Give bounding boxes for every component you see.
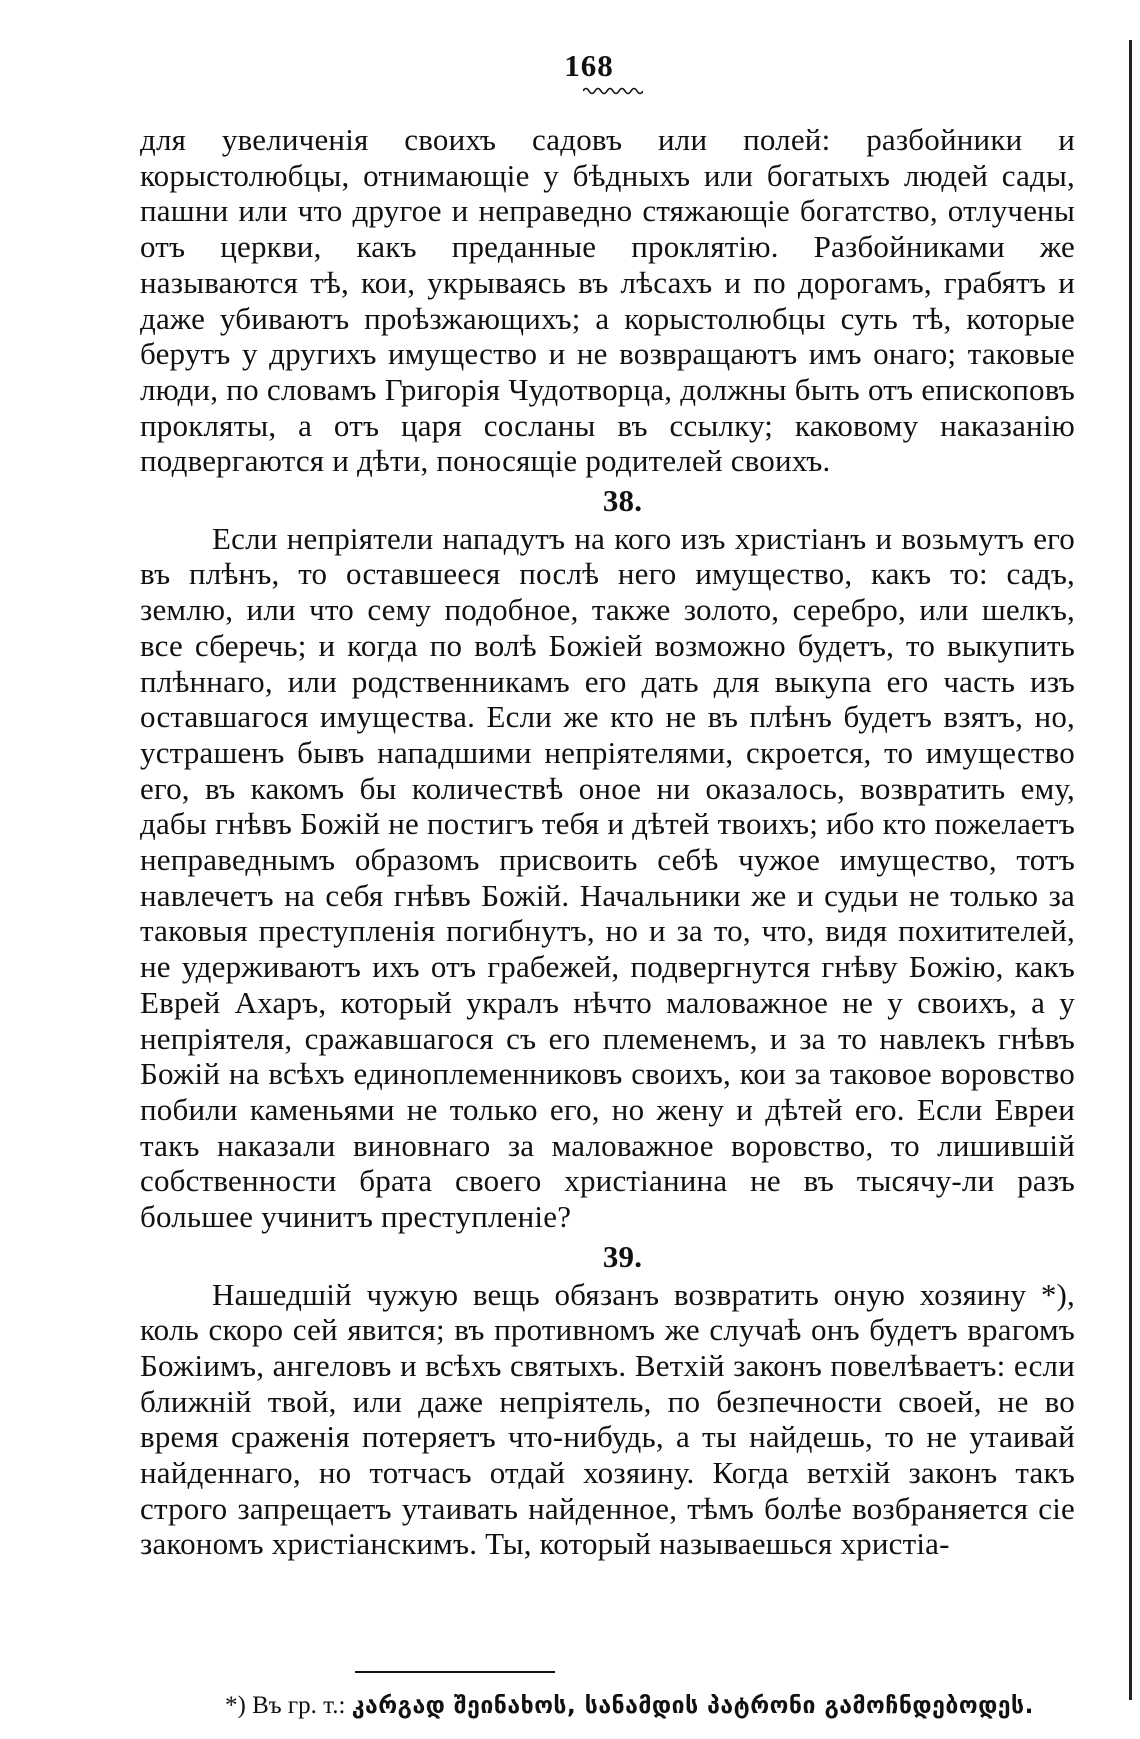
- footnote-marker: *) Въ гр. т.:: [225, 1692, 346, 1719]
- footnote: [225, 1692, 1034, 1720]
- page-number: [0, 48, 1140, 84]
- paragraph-39: Нашедшій чужую вещь обязанъ возвратить оную хозяину *), коль скоро сей явится; въ противномъ же случаѣ онъ будетъ врагомъ Божіимъ, ангеловъ и всѣхъ святыхъ. Ветхій законъ повелѣваетъ: если ближній твой, или даже непріятель, по безпечности своей, не во время сраженія потеряетъ что-нибудь, а ты найдешь, то не утаивай найденнаго, но тотчасъ отдай хозяину. Когда ветхій законъ такъ строго запрещаетъ утаивать найденное, тѣмъ болѣе возбраняется сіе закономъ христіанскимъ. Ты, который называешься христіа-: [140, 1276, 1075, 1562]
- footnote-divider: [355, 1671, 555, 1673]
- footnote-georgian-text: კარგად შეინახოს, სანამდის პატრონი გამოჩნდებოდეს.: [351, 1693, 1034, 1719]
- paragraph-continuation: для увеличенія своихъ садовъ или полей: разбойники и корыстолюбцы, отнимающіе у бѣдныхъ или богатыхъ людей сады, пашни или что другое и неправедно стяжающіе богатство, отлучены отъ церкви, какъ преданные проклятію. Разбойниками же называются тѣ, кои, укрываясь въ лѣсахъ и по дорогамъ, грабятъ и даже убиваютъ проѣзжающихъ; а корыстолюбцы суть тѣ, которые берутъ у другихъ имущество и не возвращаютъ имъ онаго; таковые люди, по словамъ Григорія Чудотворца, должны быть отъ епископовъ прокляты, а отъ царя сосланы въ ссылку; каковому наказанію подвергаются и дѣти, поносящіе родителей своихъ.: [140, 122, 1075, 479]
- page-number-ornament: [583, 86, 643, 96]
- page-edge-line: [1129, 40, 1132, 1700]
- paragraph-38: Если непріятели нападутъ на кого изъ христіанъ и возьмутъ его въ плѣнъ, то оставшееся послѣ него имущество, какъ то: садъ, землю, или что сему подобное, также золото, серебро, или шелкъ, все сберечь; и когда по волѣ Божіей возможно будетъ, то выкупить плѣннаго, или родственникамъ его дать для выкупа его часть изъ оставшагося имущества. Если же кто не въ плѣнъ будетъ взятъ, но, устрашенъ бывъ нападшими непріятелями, скроется, то имущество его, въ какомъ бы количествѣ оное ни оказалось, возвратить ему, дабы гнѣвъ Божій не постигъ тебя и дѣтей твоихъ; ибо кто пожелаетъ неправеднымъ образомъ присвоить себѣ чужое имущество, тотъ навлечетъ на себя гнѣвъ Божій. Начальники же и судьи не только за таковыя преступленія погибнутъ, но и за то, что, видя похитителей, не удерживаютъ ихъ отъ грабежей, подвергнутся гнѣву Божію, какъ Еврей Ахаръ, который укралъ нѣчто маловажное не у своихъ, а у непріятеля, сражавшагося съ его племенемъ, и за то навлекъ гнѣвъ Божій на всѣхъ единоплеменниковъ своихъ, кои за таковое воровство побили каменьями не только его, но жену и дѣтей его. Если Евреи такъ наказали виновнаго за маловажное воровство, то лишившій собственности брата своего христіанина не въ тысячу-ли разъ большее учинитъ преступленіе?: [140, 520, 1075, 1235]
- section-number-39: 39.: [602, 1238, 643, 1274]
- section-number-38: 38.: [602, 483, 643, 519]
- main-text: [140, 122, 1075, 1562]
- page-number-text: 168: [564, 48, 614, 83]
